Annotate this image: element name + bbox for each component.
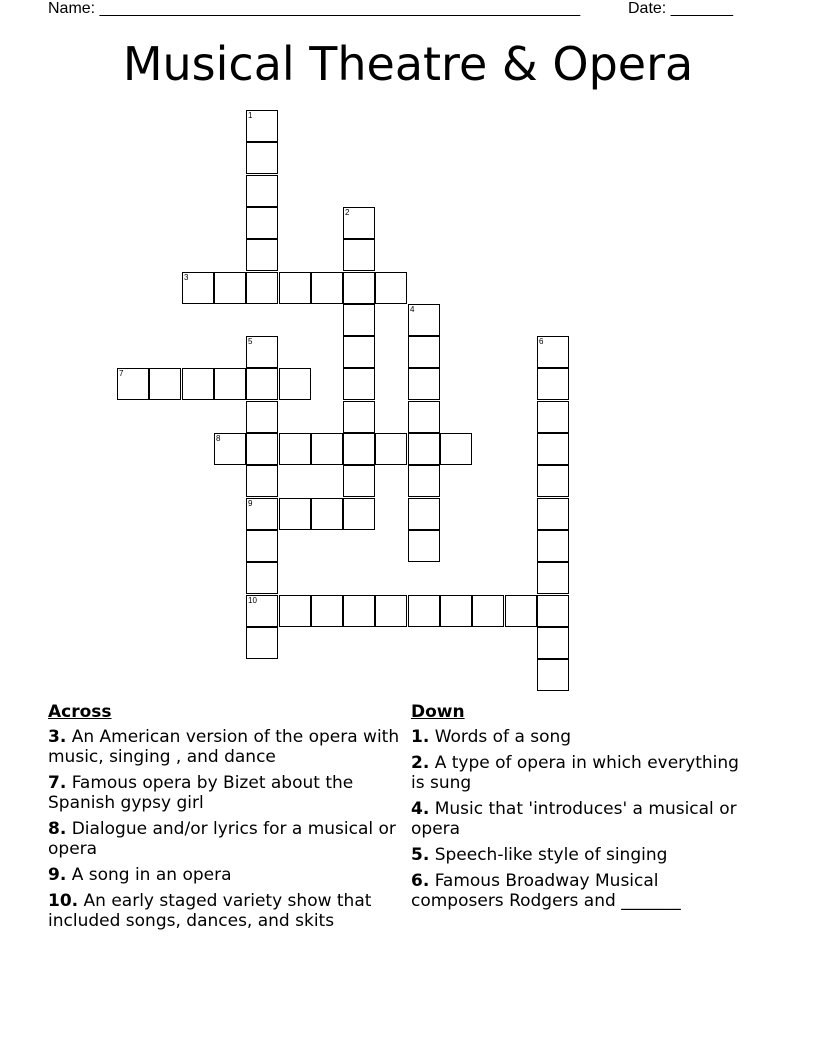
across-clues bbox=[48, 702, 404, 937]
grid-cell[interactable] bbox=[246, 110, 278, 142]
grid-cell[interactable] bbox=[440, 433, 472, 465]
grid-cell[interactable] bbox=[375, 595, 407, 627]
clue-text: Famous Broadway Musical composers Rodgers and _______ bbox=[411, 871, 681, 911]
grid-cell[interactable] bbox=[408, 368, 440, 400]
grid-cell[interactable] bbox=[246, 433, 278, 465]
grid-cell[interactable] bbox=[408, 595, 440, 627]
clue-number: 10. bbox=[48, 891, 79, 911]
grid-cell[interactable] bbox=[246, 142, 278, 174]
grid-cell[interactable] bbox=[279, 368, 311, 400]
clue-text: Famous opera by Bizet about the Spanish gypsy girl bbox=[48, 773, 354, 813]
grid-cell[interactable] bbox=[311, 498, 343, 530]
grid-cell[interactable] bbox=[537, 401, 569, 433]
grid-cell[interactable] bbox=[537, 368, 569, 400]
grid-cell[interactable] bbox=[311, 595, 343, 627]
name-field[interactable]: ______________________________________________________ bbox=[99, 0, 581, 17]
grid-cell[interactable] bbox=[408, 401, 440, 433]
grid-cell[interactable] bbox=[246, 207, 278, 239]
date-label-text: Date: bbox=[628, 0, 671, 17]
grid-cell[interactable] bbox=[246, 530, 278, 562]
grid-cell[interactable] bbox=[408, 498, 440, 530]
grid-cell[interactable] bbox=[343, 207, 375, 239]
grid-cell[interactable] bbox=[214, 272, 246, 304]
grid-cell[interactable] bbox=[440, 595, 472, 627]
clue-number: 2. bbox=[411, 753, 430, 773]
grid-cell[interactable] bbox=[343, 433, 375, 465]
grid-cell[interactable] bbox=[343, 272, 375, 304]
grid-cell[interactable] bbox=[246, 562, 278, 594]
grid-cell[interactable] bbox=[279, 272, 311, 304]
grid-cell[interactable] bbox=[408, 433, 440, 465]
grid-cell[interactable] bbox=[246, 627, 278, 659]
grid-cell[interactable] bbox=[537, 595, 569, 627]
grid-cell[interactable] bbox=[537, 562, 569, 594]
grid-cell[interactable] bbox=[279, 498, 311, 530]
clue-number: 6. bbox=[411, 871, 430, 891]
grid-cell[interactable] bbox=[375, 433, 407, 465]
grid-cell[interactable] bbox=[343, 304, 375, 336]
grid-cell[interactable] bbox=[343, 239, 375, 271]
grid-cell[interactable] bbox=[408, 530, 440, 562]
date-field[interactable]: _______ bbox=[670, 0, 733, 17]
clue-down-1 bbox=[411, 727, 751, 747]
clue-number: 4. bbox=[411, 799, 430, 819]
grid-cell[interactable] bbox=[537, 336, 569, 368]
clue-number: 7. bbox=[48, 773, 67, 793]
cell-number: 10 bbox=[248, 596, 257, 605]
grid-cell[interactable] bbox=[279, 595, 311, 627]
grid-cell[interactable] bbox=[343, 401, 375, 433]
grid-cell[interactable] bbox=[311, 272, 343, 304]
grid-cell[interactable] bbox=[246, 465, 278, 497]
grid-cell[interactable] bbox=[408, 336, 440, 368]
clue-text: An American version of the opera with music, singing , and dance bbox=[48, 727, 400, 767]
name-label-text: Name: bbox=[48, 0, 100, 17]
clue-down-6 bbox=[411, 871, 751, 911]
grid-cell[interactable] bbox=[408, 465, 440, 497]
clue-across-10 bbox=[48, 891, 404, 931]
grid-cell[interactable] bbox=[182, 272, 214, 304]
cell-number: 2 bbox=[345, 208, 350, 217]
clue-down-4 bbox=[411, 799, 751, 839]
grid-cell[interactable] bbox=[343, 465, 375, 497]
cell-number: 4 bbox=[410, 305, 415, 314]
grid-cell[interactable] bbox=[505, 595, 537, 627]
grid-cell[interactable] bbox=[343, 595, 375, 627]
grid-cell[interactable] bbox=[408, 304, 440, 336]
grid-cell[interactable] bbox=[246, 239, 278, 271]
clue-text: Dialogue and/or lyrics for a musical or opera bbox=[48, 819, 396, 859]
grid-cell[interactable] bbox=[246, 175, 278, 207]
grid-cell[interactable] bbox=[246, 336, 278, 368]
cell-number: 8 bbox=[216, 434, 221, 443]
grid-cell[interactable] bbox=[537, 498, 569, 530]
grid-cell[interactable] bbox=[117, 368, 149, 400]
clue-down-5 bbox=[411, 845, 751, 865]
grid-cell[interactable] bbox=[182, 368, 214, 400]
cell-number: 7 bbox=[119, 369, 124, 378]
grid-cell[interactable] bbox=[214, 433, 246, 465]
grid-cell[interactable] bbox=[537, 530, 569, 562]
grid-cell[interactable] bbox=[246, 272, 278, 304]
grid-cell[interactable] bbox=[537, 627, 569, 659]
grid-cell[interactable] bbox=[537, 433, 569, 465]
cell-number: 9 bbox=[248, 499, 253, 508]
grid-cell[interactable] bbox=[214, 368, 246, 400]
grid-cell[interactable] bbox=[537, 465, 569, 497]
cell-number: 1 bbox=[248, 111, 253, 120]
clue-text: Words of a song bbox=[434, 727, 572, 747]
grid-cell[interactable] bbox=[537, 659, 569, 691]
grid-cell[interactable] bbox=[149, 368, 181, 400]
clue-number: 8. bbox=[48, 819, 67, 839]
clue-across-8 bbox=[48, 819, 404, 859]
clue-number: 1. bbox=[411, 727, 430, 747]
cell-number: 5 bbox=[248, 337, 253, 346]
cell-number: 6 bbox=[539, 337, 544, 346]
grid-cell[interactable] bbox=[311, 433, 343, 465]
grid-cell[interactable] bbox=[246, 595, 278, 627]
clue-text: Music that 'introduces' a musical or opera bbox=[411, 799, 737, 839]
clue-number: 5. bbox=[411, 845, 430, 865]
clue-text: A type of opera in which everything is sung bbox=[411, 753, 739, 793]
grid-cell[interactable] bbox=[375, 272, 407, 304]
clue-across-9 bbox=[48, 865, 404, 885]
clue-number: 3. bbox=[48, 727, 67, 747]
grid-cell[interactable] bbox=[279, 433, 311, 465]
grid-cell[interactable] bbox=[343, 368, 375, 400]
clue-down-2 bbox=[411, 753, 751, 793]
clue-text: A song in an opera bbox=[71, 865, 232, 885]
clue-across-3 bbox=[48, 727, 404, 767]
grid-cell[interactable] bbox=[246, 368, 278, 400]
down-heading: Down bbox=[411, 702, 465, 722]
clue-number: 9. bbox=[48, 865, 67, 885]
clue-across-7 bbox=[48, 773, 404, 813]
grid-cell[interactable] bbox=[472, 595, 504, 627]
across-heading: Across bbox=[48, 702, 112, 722]
down-clues bbox=[411, 702, 751, 917]
clue-text: Speech-like style of singing bbox=[434, 845, 668, 865]
clue-text: An early staged variety show that included songs, dances, and skits bbox=[48, 891, 372, 931]
grid-cell[interactable] bbox=[343, 498, 375, 530]
grid-cell[interactable] bbox=[246, 401, 278, 433]
page-title: Musical Theatre & Opera bbox=[122, 37, 694, 91]
cell-number: 3 bbox=[184, 273, 189, 282]
grid-cell[interactable] bbox=[343, 336, 375, 368]
grid-cell[interactable] bbox=[246, 498, 278, 530]
